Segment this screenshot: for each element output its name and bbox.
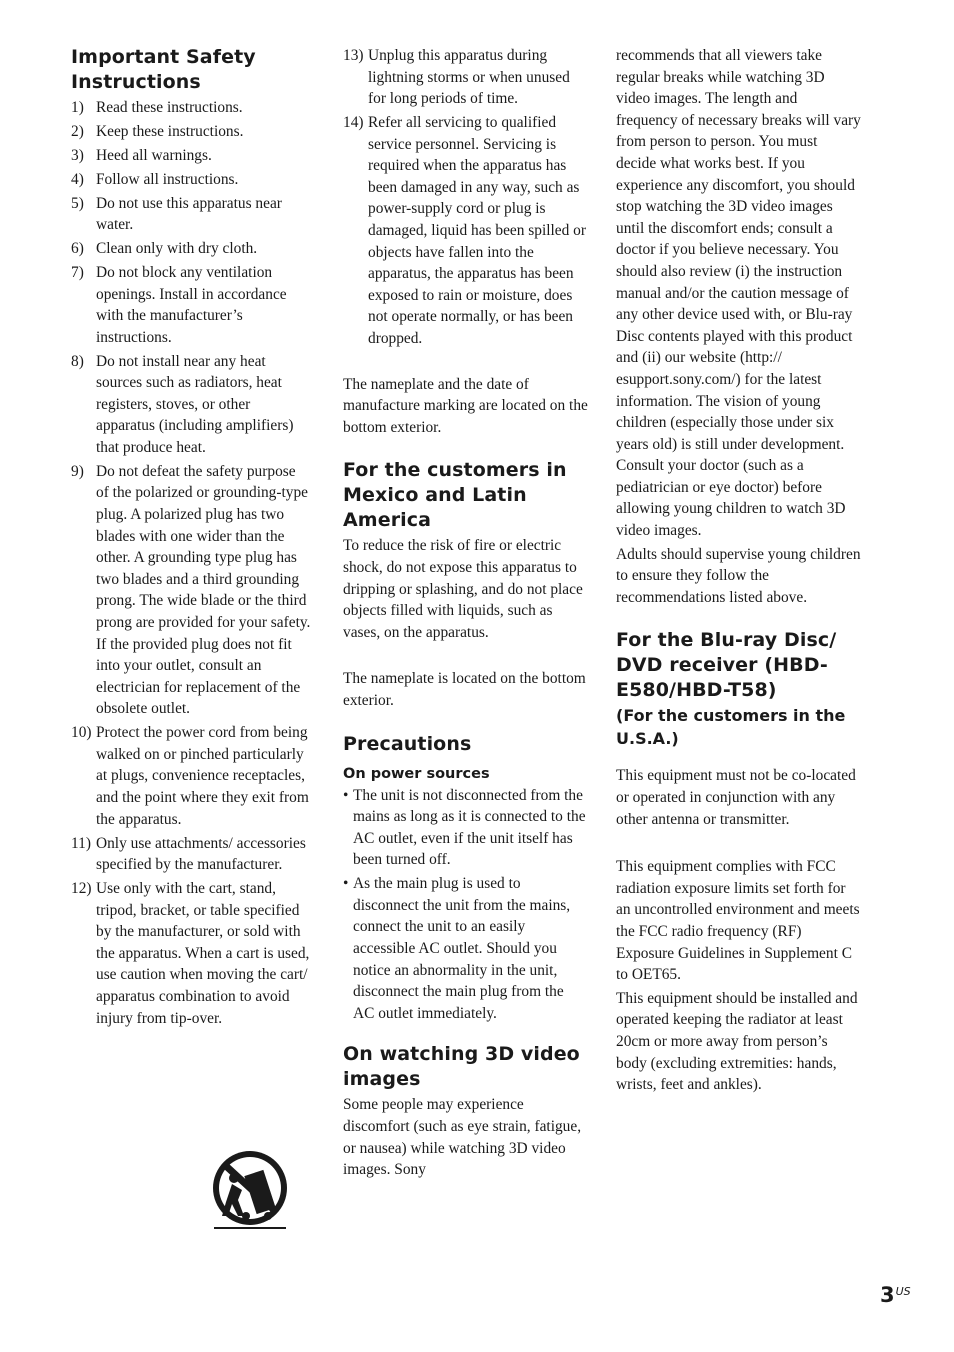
list-item: 7) Do not block any ventilation openings. Install in accordance with the manufacturer’s instructions. <box>71 263 287 346</box>
3d-text: Some people may experience discomfort (such as eye strain, fatigue, or nausea) while watching 3D video images. Sony <box>343 1096 582 1179</box>
list-item: 10) Protect the power cord from being walked on or pinched particularly at plugs, convenience receptacles, and the point where they exit from the apparatus. <box>71 724 309 828</box>
list-item: • As the main plug is used to disconnect the unit from the mains, connect the unit to an easily accessible AC outlet. Should you notice an abnormality in the unit, disconnect the main plug from the AC outlet immediately. <box>343 875 571 1022</box>
column-3 <box>616 44 861 1096</box>
list-item: 1) Read these instructions. <box>71 99 243 116</box>
page-number-suffix: US <box>895 1285 911 1298</box>
column-1 <box>71 44 311 1032</box>
fcc-text-1: This equipment complies with FCC radiation exposure limits set forth for an uncontrolled environment and meets the FCC radio frequency (RF) Exposure Guidelines in Supplement C to OET65. <box>616 858 860 984</box>
colocate-text: This equipment must not be co-located or operated in conjunction with any other antenna or transmitter. <box>616 767 856 828</box>
fcc-text-2: This equipment should be installed and operated keeping the radiator at least 20cm or more away from person’s body (excluding extremities: hands, wrists, feet and ankles). <box>616 989 858 1094</box>
page-number: $3^{US}$ <box>880 1283 911 1307</box>
nameplate-note-2: The nameplate is located on the bottom exterior. <box>343 670 586 709</box>
column-2 <box>343 44 588 1181</box>
list-item: • The unit is not disconnected from the mains as long as it is connected to the AC outlet, even if the unit itself has been turned off. <box>343 786 586 869</box>
list-item: 4) Follow all instructions. <box>71 170 239 188</box>
cart-tip-over-warning-icon <box>208 1150 292 1232</box>
list-item: 2) Keep these instructions. <box>71 122 244 140</box>
safety-list-1 <box>71 97 311 1029</box>
list-item: 13) Unplug this apparatus during lightning storms or when unused for long periods of time. <box>343 47 570 108</box>
list-item: 8) Do not install near any heat sources such as radiators, heat registers, stoves, or other apparatus (including amplifiers) that produce heat. <box>71 352 294 456</box>
nameplate-note: The nameplate and the date of manufacture marking are located on the bottom exterior. <box>343 375 588 436</box>
power-sources-heading: On power sources <box>343 765 490 782</box>
mexico-text: To reduce the risk of fire or electric shock, do not expose this apparatus to dripping or splashing, and do not place objects filled with liquids, such as vases, on the apparatus. <box>343 537 583 641</box>
precautions-heading: Precautions <box>343 732 472 755</box>
list-item: 3) Heed all warnings. <box>71 146 212 164</box>
list-item: 5) Do not use this apparatus near water. <box>71 194 282 234</box>
safety-heading: Important Safety Instructions <box>71 46 256 93</box>
usa-heading: (For the customers in the U.S.A.) <box>616 706 846 748</box>
list-item: 11) Only use attachments/ accessories specified by the manufacturer. <box>71 834 306 874</box>
3d-text-continued: recommends that all viewers take regular breaks while watching 3D video images. The length and frequency of necessary breaks will vary from person to person. You must decide what works best. If you experience any discomfort, you should stop watching the 3D video images until the discomfort ends; consult a doctor if you believe necessary. You should also review (i) the instruction manual and/or the caution message of any other device used with, or Blu-ray Disc contents played with this product and (ii) our website (http:// esupport.sony.com/) for the latest information. The vision of young children (especially those under six years old) is still under development. Consult your doctor (such as a pediatrician or eye doctor) before allowing young children to watch 3D video images. <box>616 47 861 540</box>
3d-heading: On watching 3D video images <box>343 1043 580 1091</box>
list-item: 14) Refer all servicing to qualified service personnel. Servicing is required when the apparatus has been damaged in any way, such as power-supply cord or plug is damaged, liquid has been spilled or objects have fallen into the apparatus, the apparatus has been exposed to rain or moisture, does not operate normally, or has been dropped. <box>343 114 586 348</box>
adults-note: Adults should supervise young children to ensure they follow the recommendations listed above. <box>616 545 861 606</box>
list-item: 6) Clean only with dry cloth. <box>71 240 258 258</box>
bluray-heading: For the Blu-ray Disc/ DVD receiver (HBD-E580/HBD-T58) <box>616 629 837 702</box>
power-bullets <box>343 785 588 1025</box>
list-item: 12) Use only with the cart, stand, tripod, bracket, or table specified by the manufacturer, or sold with the apparatus. When a cart is used, use caution when moving the cart/ apparatus combination to avoid injury from tip-over. <box>71 880 310 1027</box>
safety-list-2 <box>343 45 588 350</box>
mexico-heading: For the customers in Mexico and Latin America <box>343 459 567 532</box>
list-item: 9) Do not defeat the safety purpose of the polarized or grounding-type plug. A polarized plug has two blades with one wider than the other. A grounding type plug has two blades and a third grounding prong. The wide blade or the third prong are provided for your safety. If the provided plug does not fit into your outlet, consult an electrician for replacement of the obsolete outlet. <box>71 462 311 718</box>
